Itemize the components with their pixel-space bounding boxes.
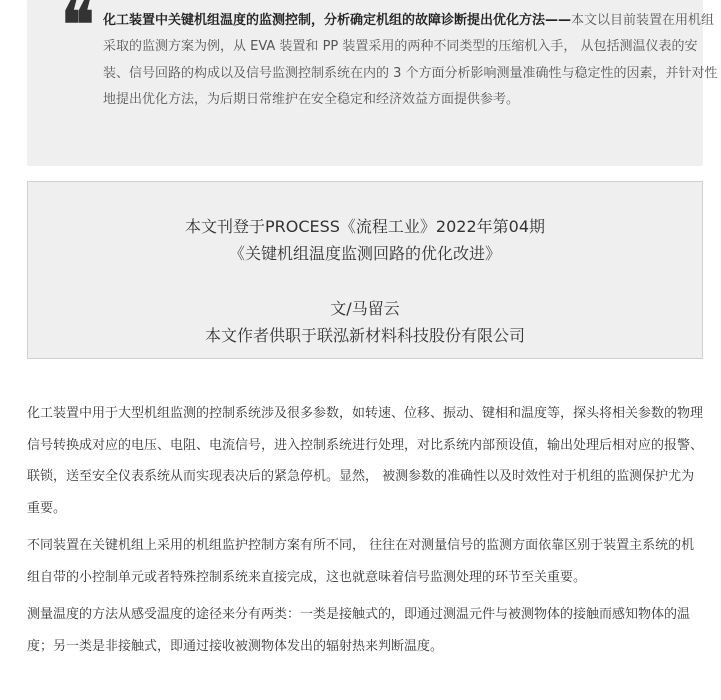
article-meta-box <box>27 181 703 359</box>
author-line: 文/马留云 <box>330 299 400 318</box>
summary-text <box>103 8 721 114</box>
summary-body: 本文以目前装置在用机组采取的监测方案为例，从 EVA 装置和 PP 装置采用的两种不同类型的压缩机入手， 从包括测温仪表的安装、信号回路的构成以及信号监测控制系统在内的 3 个方面分析影响测量准确性与稳定性的因素，并针对性地提出优化方法，为后期日常维护在安全稳定和经济效益方面提供参考。 <box>103 13 718 108</box>
article-body <box>27 398 707 668</box>
paragraph-1: 化工装置中用于大型机组监测的控制系统涉及很多参数，如转速、位移、振动、键相和温度等，探头将相关参数的物理信号转换成对应的电压、电阻、电流信号，进入控制系统进行处理，对比系统内部预设值，输出处理后相对应的报警、联锁，送至安全仪表系统从而实现表决后的紧急停机。显然， 被测参数的准确性以及时效性对于机组的监测保护尤为重要。 <box>27 406 704 516</box>
publication-line: 本文刊登于PROCESS《流程工业》2022年第04期 <box>184 217 546 236</box>
paragraph-2: 不同装置在关键机组上采用的机组监护控制方案有所不同， 往往在对测量信号的监测方面依靠区别于装置主系统的机组自带的小控制单元或者特殊控制系统来直接完成，这也就意味着信号监测处理的环节至关重要。 <box>27 538 695 585</box>
affiliation-line: 本文作者供职于联泓新材料科技股份有限公司 <box>204 326 525 345</box>
quote-mark-icon: ❝ <box>61 0 95 61</box>
summary-quote-box <box>27 0 718 166</box>
paragraph-3: 测量温度的方法从感受温度的途径来分有两类：一类是接触式的，即通过测温元件与被测物体的接触而感知物体的温度；另一类是非接触式，即通过接收被测物体发出的辐射热来判断温度。 <box>27 607 691 654</box>
summary-lead: 化工装置中关键机组温度的监测控制，分析确定机组的故障诊断提出优化方法—— <box>103 13 572 28</box>
article-title: 《关键机组温度监测回路的优化改进》 <box>228 244 501 263</box>
